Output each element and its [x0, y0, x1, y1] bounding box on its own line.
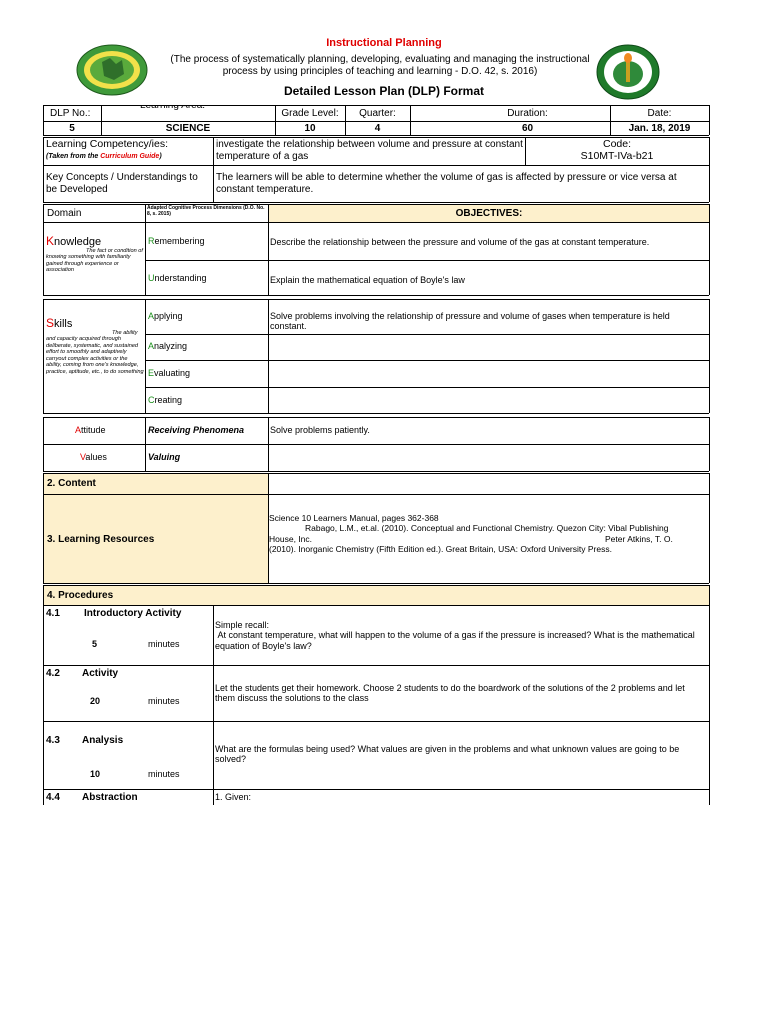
skills-rest: kills — [54, 318, 73, 330]
domain-header: Domain — [47, 208, 82, 219]
minutes-value-4-1: 5 — [92, 639, 98, 649]
quarter-label: Quarter: — [359, 108, 396, 119]
resource-line-3b: Peter Atkins, T. O. — [605, 534, 673, 544]
objective-remembering: Describe the relationship between the pressure and volume of the gas at constant temperature. — [270, 237, 650, 247]
procedure-name-analysis: Analysis — [82, 735, 124, 746]
procedures-label: 4. Procedures — [47, 590, 114, 601]
minutes-label-4-1: minutes — [148, 639, 180, 649]
procedure-number-4-3: 4.3 — [46, 735, 60, 746]
procedure-text-4-4: 1. Given: — [215, 792, 252, 802]
values-label: Values — [80, 452, 107, 462]
learning-resources-label: 3. Learning Resources — [47, 534, 155, 545]
procedure-number-4-2: 4.2 — [46, 668, 60, 679]
objective-understanding: Explain the mathematical equation of Boyle's law — [270, 275, 465, 285]
procedure-number-4-4: 4.4 — [46, 792, 60, 803]
date-value: Jan. 18, 2019 — [628, 123, 691, 134]
skills-description: The ability and capacity acquired through deliberate, systematic, and sustained effort to smoothly and adaptively carryout complex activities or the ability, coming from one's knowledge, practice, aptitude, etc., to do something — [46, 330, 144, 375]
cognitive-dimensions-header: Adapted Cognitive Process Dimensions (D.O. No. 8, s. 2015) — [147, 205, 265, 217]
grade-level-value: 10 — [304, 123, 316, 134]
minutes-value-4-2: 20 — [90, 696, 101, 706]
knowledge-description: The fact or condition of knowing something with familiarity gained through experience or association — [46, 248, 143, 274]
dim-analyzing: Analyzing — [148, 341, 188, 351]
dlp-no-label: DLP No.: — [50, 108, 91, 119]
learning-area-value: SCIENCE — [165, 123, 211, 134]
procedure-text-4-3: What are the formulas being used? What values are given in the problems and what unknown values are going to be solved? — [215, 744, 680, 765]
note-prefix: (Taken from the — [46, 153, 101, 160]
document-title: Detailed Lesson Plan (DLP) Format — [283, 84, 485, 98]
dim-remembering: Remembering — [148, 236, 205, 246]
procedure-name-introductory: Introductory Activity — [84, 608, 182, 619]
procedure-text-4-1: Simple recall: At constant temperature, what will happen to the volume of a gas if the pressure is increased? What is the mathematical equation of Boyle's law? — [215, 620, 695, 651]
header-subtitle-line-2: process by using principles of teaching and learning - D.O. 42, s. 2016) — [222, 66, 538, 77]
learning-competency-label: Learning Competency/ies: — [46, 138, 168, 150]
curriculum-guide-note — [46, 153, 162, 161]
key-concepts-text: The learners will be able to determine whether the volume of gas is affected by pressure or vice versa at constant temperature. — [216, 172, 677, 195]
dim-evaluating: Evaluating — [148, 368, 191, 378]
quarter-value: 4 — [374, 123, 381, 134]
skills-label — [46, 317, 72, 330]
knowledge-initial: K — [46, 234, 55, 248]
dim-creating: Creating — [148, 395, 183, 405]
dim-applying: Applying — [148, 311, 183, 321]
grade-level-label: Grade Level: — [281, 108, 339, 119]
code-label: Code: — [602, 138, 632, 150]
date-label: Date: — [647, 108, 672, 119]
resource-line-4: (2010). Inorganic Chemistry (Fifth Edition ed.). Great Britain, USA: Oxford University Press. — [269, 544, 612, 554]
procedure-name-abstraction: Abstraction — [82, 792, 138, 803]
minutes-value-4-3: 10 — [90, 769, 101, 779]
note-suffix: ) — [159, 153, 162, 160]
dim-valuing: Valuing — [148, 452, 181, 462]
page-cutoff — [0, 805, 768, 1024]
competency-text: investigate the relationship between volume and pressure at constant temperature of a gas — [216, 139, 523, 162]
objective-applying: Solve problems involving the relationship of pressure and volume of gases when temperature is held constant. — [270, 311, 670, 332]
knowledge-rest: nowledge — [54, 236, 102, 248]
procedure-text-4-2: Let the students get their homework. Choose 2 students to do the boardwork of the solutions of the 2 problems and let them discuss the solutions to the class — [215, 683, 685, 704]
content-label: 2. Content — [47, 478, 96, 489]
objectives-header: OBJECTIVES: — [455, 208, 523, 219]
resource-line-3a: House, Inc. — [269, 534, 312, 544]
minutes-label-4-3: minutes — [148, 769, 180, 779]
duration-value: 60 — [521, 123, 534, 134]
knowledge-label — [46, 235, 101, 248]
attitude-label: Attitude — [75, 425, 106, 435]
dim-understanding: Understanding — [148, 273, 207, 283]
dlp-no-value: 5 — [69, 123, 75, 134]
procedure-number-4-1: 4.1 — [46, 608, 60, 619]
page-header-title: Instructional Planning — [326, 37, 442, 49]
key-concepts-label: Key Concepts / Understandings to be Developed — [46, 172, 198, 195]
resource-line-2: Rabago, L.M., et.al. (2010). Conceptual and Functional Chemistry. Quezon City: Vibal Publishing — [305, 523, 669, 533]
curriculum-guide-link[interactable]: Curriculum Guide — [100, 153, 160, 160]
procedure-name-activity: Activity — [82, 668, 119, 679]
objective-attitude: Solve problems patiently. — [270, 425, 370, 435]
minutes-label-4-2: minutes — [148, 696, 180, 706]
code-value: S10MT-IVa-b21 — [580, 150, 654, 162]
skills-initial: S — [46, 316, 55, 330]
duration-label: Duration: — [507, 108, 548, 119]
resource-line-1: Science 10 Learners Manual, pages 362-368 — [269, 513, 439, 523]
dim-receiving-phenomena: Receiving Phenomena — [148, 425, 245, 435]
header-subtitle-line-1: (The process of systematically planning, developing, evaluating and managing the instructional — [170, 54, 590, 65]
